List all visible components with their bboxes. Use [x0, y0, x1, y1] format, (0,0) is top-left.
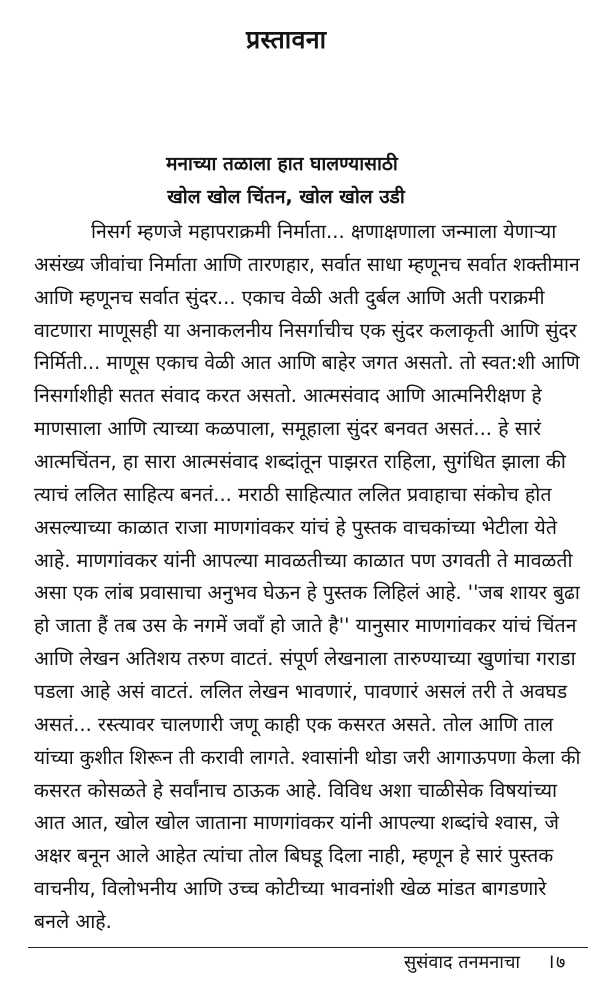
paragraph-line: निसर्गाशीही सतत संवाद करत असतो. आत्मसंवाद आणि आत्मनिरीक्षण हे	[34, 384, 542, 408]
footer-separator: ।	[547, 949, 555, 973]
subheading-2: खोल खोल चिंतन, खोल खोल उडी	[167, 186, 405, 208]
footer-book-title: सुसंवाद तनमनाचा	[404, 952, 521, 973]
paragraph-line: वाटणारा माणूसही या अनाकलनीय निसर्गाचीच एक सुंदर कलाकृती आणि सुंदर	[34, 318, 577, 342]
paragraph-line: असल्याच्या काळात राजा माणगांवकर यांचं हे पुस्तक वाचकांच्या भेटीला येते	[34, 515, 557, 539]
subheading-1: मनाच्या तळाला हात घालण्यासाठी	[166, 153, 398, 175]
footer-rule	[28, 947, 588, 948]
paragraph-line: आणि म्हणूनच सर्वात सुंदर... एकाच वेळी अती दुर्बल आणि अती पराक्रमी	[34, 285, 545, 309]
paragraph-line: निसर्ग म्हणजे महापराक्रमी निर्माता... क्षणाक्षणाला जन्माला येणाऱ्या	[91, 220, 557, 243]
paragraph-line: असंख्य जीवांचा निर्माता आणि तारणहार, सर्वात साधा म्हणूनच सर्वात शक्तीमान	[34, 252, 580, 276]
paragraph-line: कसरत कोसळते हे सर्वांनाच ठाऊक आहे. विविध अशा चाळीसेक विषयांच्या	[34, 778, 558, 802]
paragraph-line: असतं... रस्त्यावर चालणारी जणू काही एक कसरत असते. तोल आणि ताल	[34, 712, 554, 736]
paragraph-line: असा एक लांब प्रवासाचा अनुभव घेऊन हे पुस्तक लिहिलं आहे. ''जब शायर बुढा	[34, 581, 580, 605]
paragraph-line: त्याचं ललित साहित्य बनतं... मराठी साहित्यात ललित प्रवाहाचा संकोच होत	[34, 482, 552, 506]
paragraph-line: वाचनीय, विलोभनीय आणि उच्च कोटीच्या भावनांशी खेळ मांडत बागडणारे	[34, 877, 547, 901]
paragraph-line: अक्षर बनून आले आहेत त्यांचा तोल बिघडू दिला नाही, म्हणून हे सारं पुस्तक	[34, 844, 554, 868]
paragraph-line: आत्मचिंतन, हा सारा आत्मसंवाद शब्दांतून पाझरत राहिला, सुगंधित झाला की	[34, 450, 566, 473]
paragraph-line: यांच्या कुशीत शिरून ती करावी लागते. श्वासांनी थोडा जरी आगाऊपणा केला की	[34, 745, 581, 769]
page-number: ७	[556, 952, 566, 973]
paragraph-line: आणि लेखन अतिशय तरुण वाटतं. संपूर्ण लेखनाला तारुण्याच्या खुणांचा गराडा	[34, 647, 576, 671]
paragraph-line: आत आत, खोल खोल जाताना माणगांवकर यांनी आपल्या शब्दांचे श्वास, जे	[34, 811, 559, 835]
paragraph-line: निर्मिती... माणूस एकाच वेळी आत आणि बाहेर जगत असतो. तो स्वत:शी आणि	[34, 351, 580, 375]
paragraph-line: बनले आहे.	[34, 910, 112, 933]
page-title: प्रस्तावना	[246, 25, 327, 54]
paragraph-line: माणसाला आणि त्याच्या कळपाला, समूहाला सुंदर बनवत असतं... हे सारं	[34, 417, 541, 441]
paragraph-line: पडला आहे असं वाटतं. ललित लेखन भावणारं, पावणारं असलं तरी ते अवघड	[34, 680, 568, 703]
paragraph-line: हो जाता हैं तब उस के नगमें जवाँ हो जाते है'' यानुसार माणगांवकर यांचं चिंतन	[34, 614, 577, 638]
paragraph-line: आहे. माणगांवकर यांनी आपल्या मावळतीच्या काळात पण उगवती ते मावळती	[34, 548, 573, 572]
